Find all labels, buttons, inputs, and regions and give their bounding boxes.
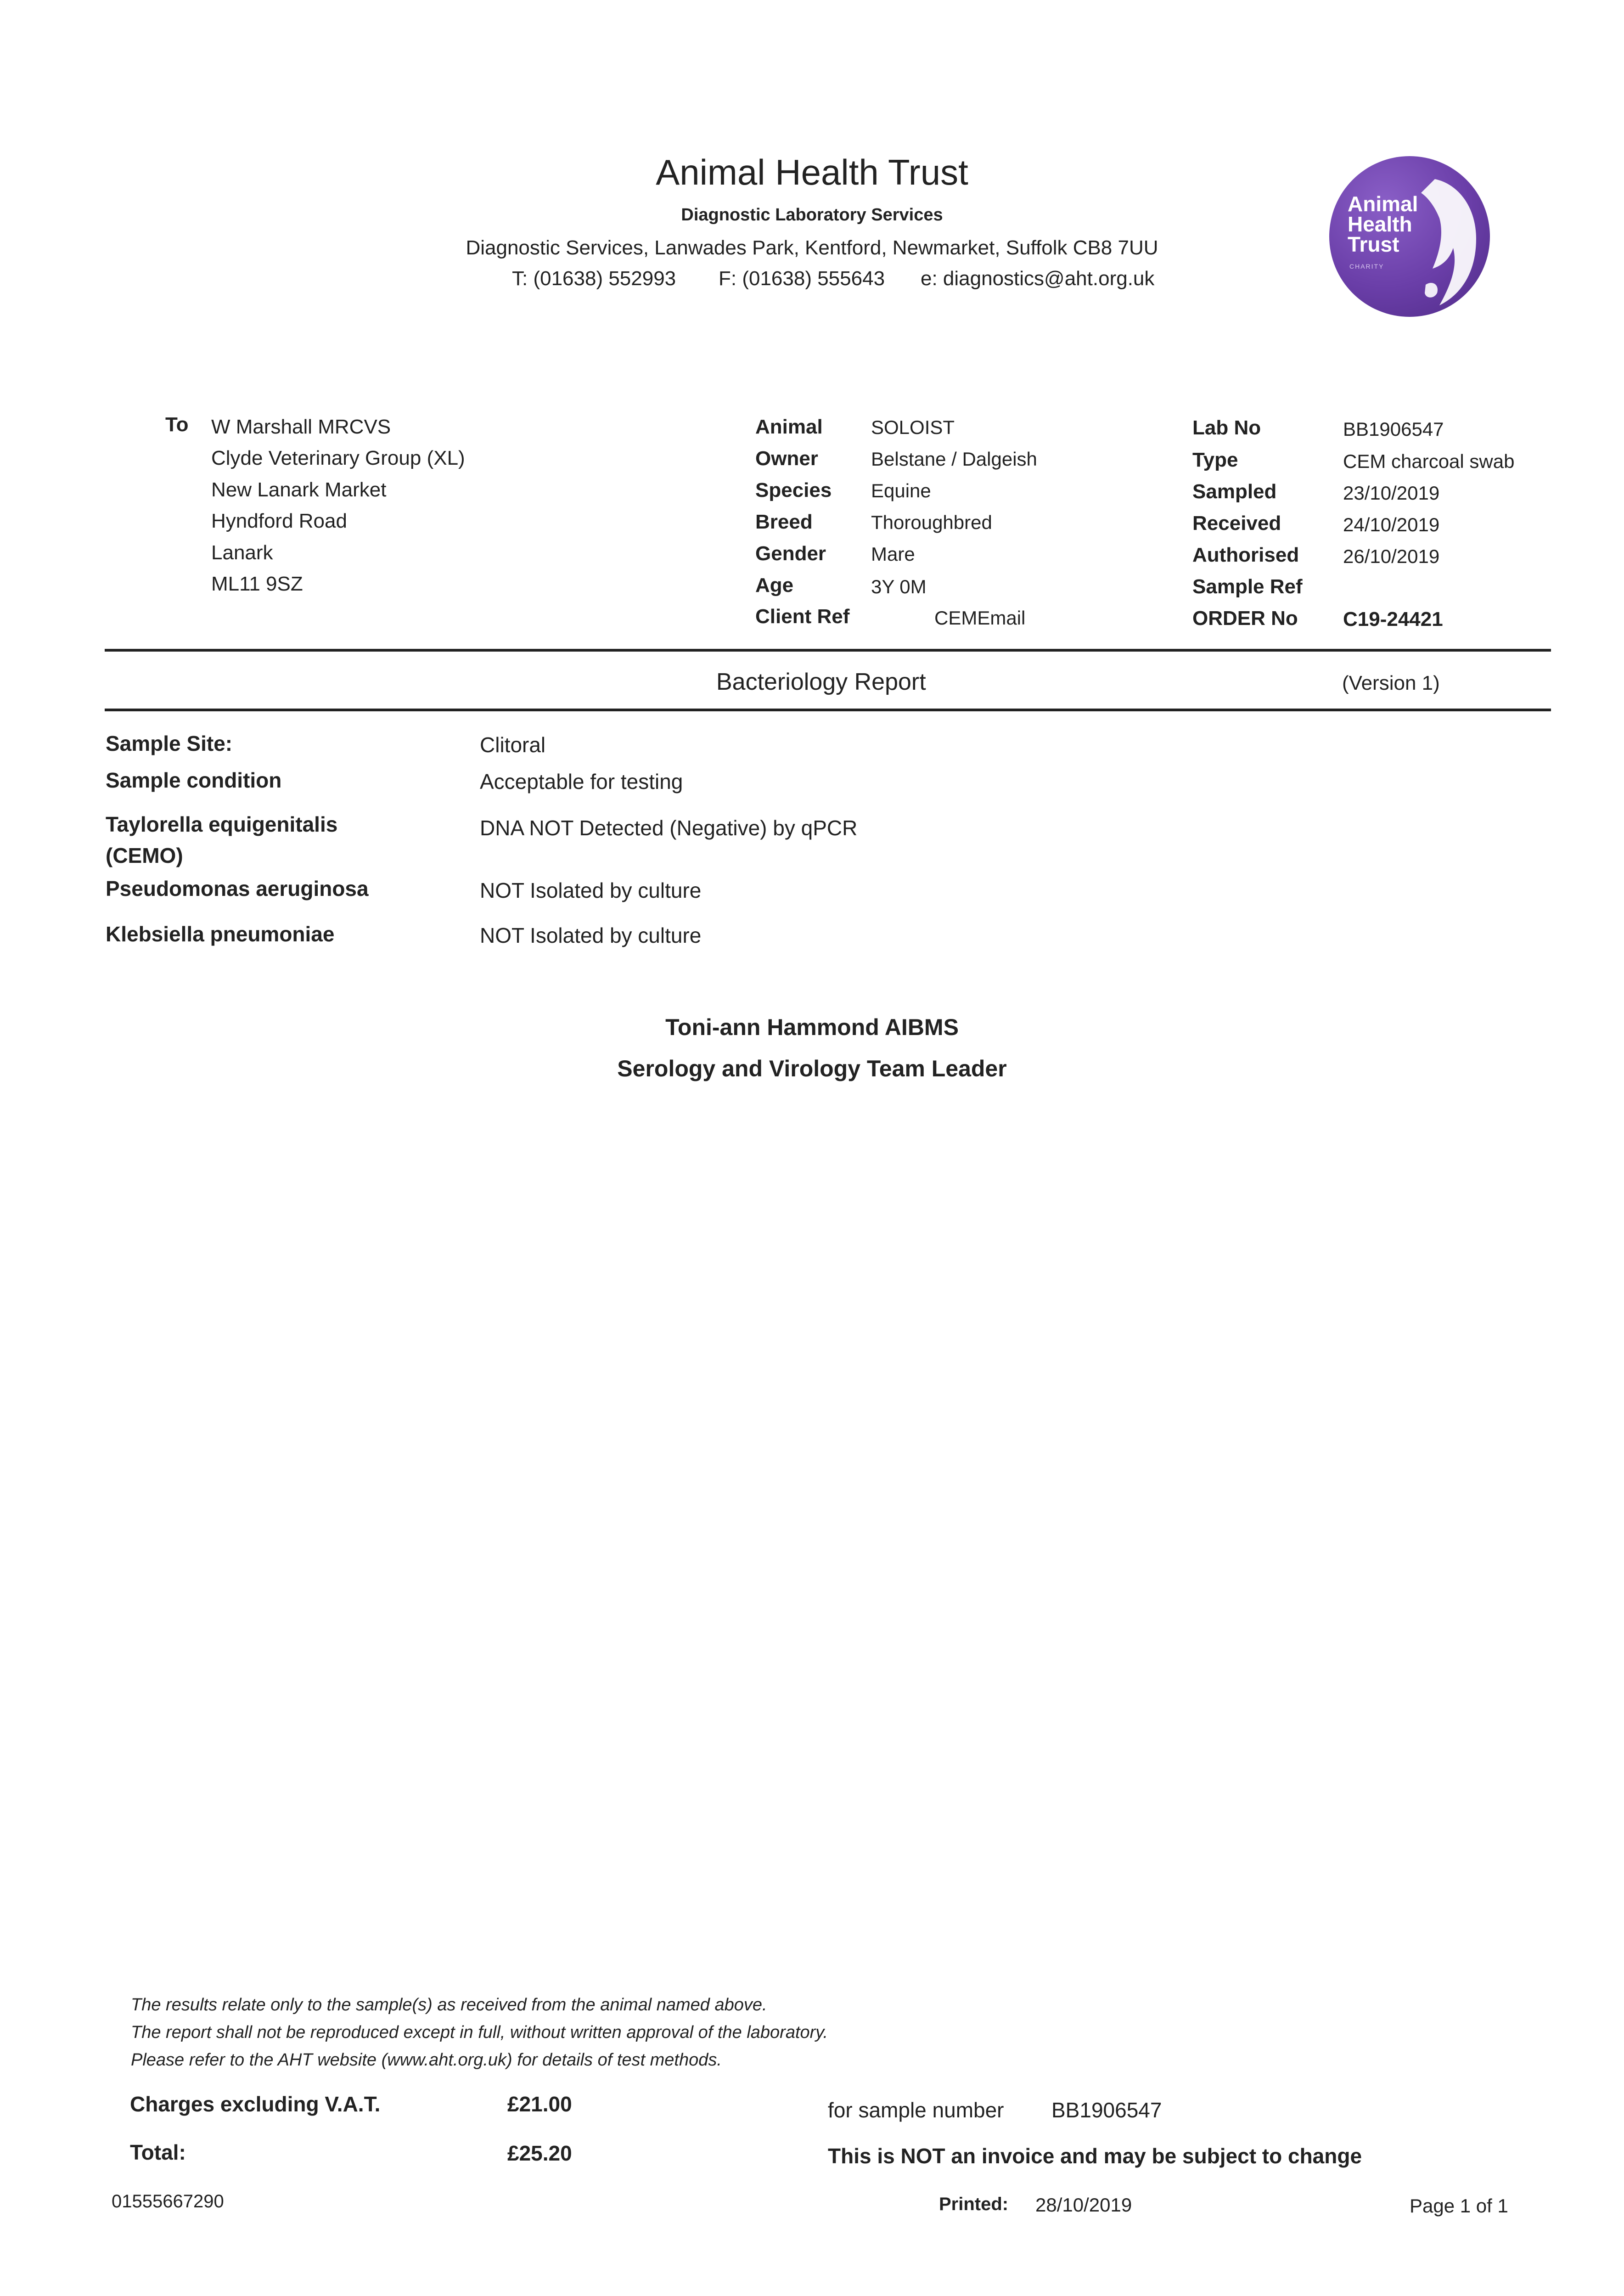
received-value: 24/10/2019 xyxy=(1343,514,1440,535)
result-value: DNA NOT Detected (Negative) by qPCR xyxy=(480,816,858,840)
animal-value: SOLOIST xyxy=(871,416,955,438)
sample-number-label: for sample number xyxy=(828,2098,1004,2122)
printed-label: Printed: xyxy=(939,2194,1009,2214)
printed-value: 28/10/2019 xyxy=(1035,2194,1132,2216)
species-label: Species xyxy=(755,479,832,501)
recipient-line: Lanark xyxy=(211,541,273,564)
sample-number-value: BB1906547 xyxy=(1051,2098,1162,2122)
sampled-label: Sampled xyxy=(1192,480,1277,503)
recipient-line: Clyde Veterinary Group (XL) xyxy=(211,447,465,469)
divider xyxy=(105,709,1551,711)
to-label: To xyxy=(165,413,189,436)
logo-charity-label: CHARITY xyxy=(1349,263,1384,270)
breed-value: Thoroughbred xyxy=(871,512,992,533)
species-value: Equine xyxy=(871,480,931,501)
page-number: Page 1 of 1 xyxy=(1410,2195,1508,2217)
department-name: Diagnostic Laboratory Services xyxy=(681,205,943,225)
org-phone: T: (01638) 552993 xyxy=(512,267,676,290)
order-no-label: ORDER No xyxy=(1192,607,1298,630)
authorised-label: Authorised xyxy=(1192,544,1299,566)
signatory-name: Toni-ann Hammond AIBMS xyxy=(665,1014,959,1040)
owner-value: Belstane / Dalgeish xyxy=(871,448,1037,470)
charges-label: Charges excluding V.A.T. xyxy=(130,2092,381,2116)
result-value: NOT Isolated by culture xyxy=(480,923,702,947)
signatory-role: Serology and Virology Team Leader xyxy=(617,1056,1007,1081)
lab-no-label: Lab No xyxy=(1192,416,1261,439)
recipient-line: W Marshall MRCVS xyxy=(211,416,391,438)
total-value: £25.20 xyxy=(507,2141,572,2165)
org-email: e: diagnostics@aht.org.uk xyxy=(921,267,1155,290)
type-label: Type xyxy=(1192,449,1238,471)
sample-ref-label: Sample Ref xyxy=(1192,575,1303,598)
gender-label: Gender xyxy=(755,542,826,565)
org-address: Diagnostic Services, Lanwades Park, Kentford, Newmarket, Suffolk CB8 7UU xyxy=(466,236,1158,259)
result-label: Taylorella equigenitalis xyxy=(106,812,338,836)
result-value: Acceptable for testing xyxy=(480,770,683,793)
recipient-line: Hyndford Road xyxy=(211,510,347,532)
result-label: Sample Site: xyxy=(106,732,233,755)
breed-label: Breed xyxy=(755,511,813,533)
type-value: CEM charcoal swab xyxy=(1343,450,1515,472)
gender-value: Mare xyxy=(871,543,915,565)
divider xyxy=(105,649,1551,652)
logo-text-line3: Trust xyxy=(1348,232,1399,256)
authorised-value: 26/10/2019 xyxy=(1343,546,1440,567)
recipient-line: ML11 9SZ xyxy=(211,573,303,595)
sampled-value: 23/10/2019 xyxy=(1343,482,1440,504)
charges-value: £21.00 xyxy=(507,2092,572,2116)
report-title: Bacteriology Report xyxy=(716,669,926,695)
invoice-note: This is NOT an invoice and may be subject to change xyxy=(828,2144,1362,2168)
disclaimer-line: Please refer to the AHT website (www.aht.org.uk) for details of test methods. xyxy=(131,2050,722,2070)
lab-no-value: BB1906547 xyxy=(1343,418,1444,440)
result-label: Sample condition xyxy=(106,768,282,792)
owner-label: Owner xyxy=(755,447,818,470)
result-label: Pseudomonas aeruginosa xyxy=(106,877,369,900)
total-label: Total: xyxy=(130,2140,186,2164)
report-version: (Version 1) xyxy=(1342,672,1440,694)
logo-text-line2: Health xyxy=(1348,212,1412,236)
disclaimer-line: The results relate only to the sample(s) as received from the animal named above. xyxy=(131,1995,767,2015)
logo-text-line1: Animal xyxy=(1348,192,1418,216)
result-value: Clitoral xyxy=(480,733,546,757)
result-label: Klebsiella pneumoniae xyxy=(106,922,335,946)
disclaimer-line: The report shall not be reproduced except in full, without written approval of the laboratory. xyxy=(131,2023,828,2042)
result-value: NOT Isolated by culture xyxy=(480,878,702,902)
recipient-line: New Lanark Market xyxy=(211,478,387,501)
aht-logo xyxy=(1329,156,1490,317)
client-ref-label: Client Ref xyxy=(755,605,850,628)
age-value: 3Y 0M xyxy=(871,576,927,597)
horse-dog-icon xyxy=(1407,174,1481,308)
age-label: Age xyxy=(755,574,794,597)
result-label-continued: (CEMO) xyxy=(106,844,183,867)
org-fax: F: (01638) 555643 xyxy=(719,267,885,290)
client-ref-value: CEMEmail xyxy=(934,607,1026,629)
phone-number: 01555667290 xyxy=(112,2191,224,2212)
received-label: Received xyxy=(1192,512,1281,535)
org-name: Animal Health Trust xyxy=(656,152,968,192)
animal-label: Animal xyxy=(755,416,823,438)
order-no-value: C19-24421 xyxy=(1343,608,1443,630)
